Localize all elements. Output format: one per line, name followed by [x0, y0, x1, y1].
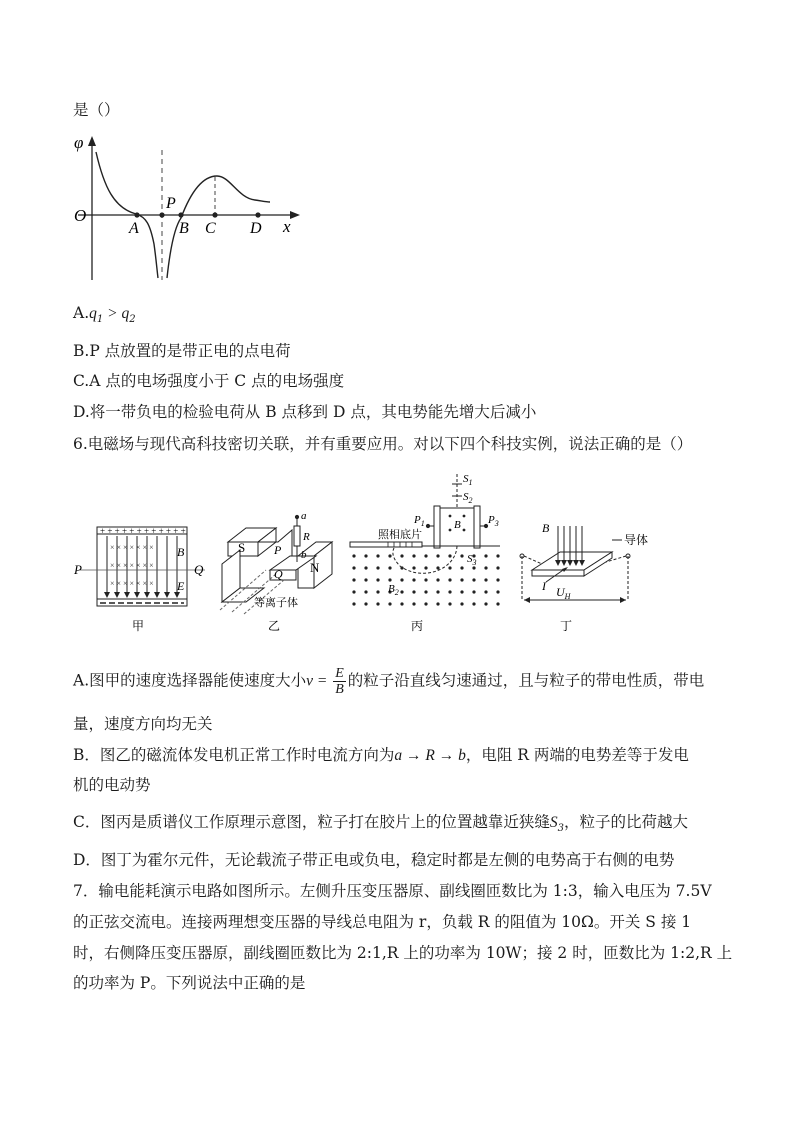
ding-UH: $U_H$: [556, 585, 571, 601]
q7-line2: 的正弦交流电。连接两理想变压器的导线总电阻为 r，负载 R 的阻值为 10Ω。开关 S 接 1: [73, 913, 692, 931]
q6-figures: [70, 470, 710, 635]
graph-point-D: D: [250, 220, 262, 237]
q7-line3: 时，右侧降压变压器原，副线圈匝数比为 2:1,R 上的功率为 10W；接 2 时，匝数比为 1:2,R 上: [73, 944, 733, 962]
yi-P: P: [274, 543, 282, 557]
q5-stem-tail: 是（）: [73, 101, 120, 119]
graph-point-P: P: [166, 195, 176, 212]
q5-potential-graph: [70, 132, 310, 282]
svg-text:B2: $B_2$: [388, 583, 399, 597]
yi-plasma: 等离子体: [254, 597, 298, 609]
q5-option-c: C.A 点的电场强度小于 C 点的电场强度: [73, 372, 345, 390]
graph-point-A: A: [129, 220, 139, 237]
svg-text:P3: $P_3$: [488, 514, 499, 528]
q6-option-b-line1: B．图乙的磁流体发电机正常工作时电流方向为a → R → b，电阻 R 两端的电势差等于发电: [73, 746, 689, 764]
jia-caption: 甲: [132, 619, 145, 633]
q6-stem: 6.电磁场与现代高科技密切关联，并有重要应用。对以下四个科技实例，说法正确的是（）: [73, 435, 693, 453]
svg-text:× × × × × × ×: × × × × × × ×: [110, 543, 154, 552]
svg-text:S2: $S_2$: [463, 491, 473, 505]
figure-bing: [350, 474, 500, 573]
svg-text:P1: $P_1$: [414, 514, 425, 528]
svg-text:S1: $S_1$: [463, 473, 473, 487]
q6-fraction-e-over-b: $\frac{E}{B}$: [335, 666, 344, 697]
yi-N: N: [310, 560, 320, 575]
q5-option-d: D.将一带负电的检验电荷从 B 点移到 D 点，其电势能先增大后减小: [73, 403, 537, 421]
graph-x-label: x: [283, 217, 291, 236]
ding-caption: 丁: [560, 619, 573, 633]
yi-a: a: [301, 510, 307, 522]
figure-ding: [520, 540, 630, 600]
ding-I: I: [542, 579, 546, 593]
graph-origin-label: O: [74, 206, 87, 225]
jia-E: E: [177, 579, 185, 593]
yi-S: S: [238, 540, 246, 555]
q5-option-b: B.P 点放置的是带正电的点电荷: [73, 342, 291, 360]
svg-text:× × × × × × ×: × × × × × × ×: [110, 579, 154, 588]
bing-caption: 丙: [411, 619, 424, 633]
graph-point-B: B: [179, 220, 189, 237]
q6-option-b-line2: 机的电动势: [73, 776, 151, 794]
yi-Q: Q: [274, 567, 283, 581]
svg-text:B: B: [454, 519, 461, 531]
svg-text:S3: $S_3$: [467, 553, 477, 567]
svg-text:+ + + + + + + + + + + +: + + + + + + + + + + + +: [100, 526, 186, 536]
jia-Q: Q: [194, 562, 204, 577]
bing-film: 照相底片: [378, 529, 422, 541]
q7-line1: 7．输电能耗演示电路如图所示。左侧升压变压器原、副线圈匝数比为 1:3，输入电压为 7.5V: [73, 882, 712, 900]
ding-B: B: [542, 521, 550, 535]
graph-point-C: C: [205, 220, 216, 237]
yi-R: R: [303, 531, 310, 543]
q6-option-a-line1: A.图甲的速度选择器能使速度大小v = $\frac{E}{B}$ 的粒子沿直线匀速通过，且与粒子的带电性质，带电: [73, 666, 705, 697]
q7-line4: 的功率为 P。下列说法中正确的是: [73, 974, 306, 992]
q6-option-c: C．图丙是质谱仪工作原理示意图，粒子打在胶片上的位置越靠近狭缝$S_3$，粒子的比荷越大: [73, 813, 689, 834]
jia-P: P: [74, 562, 82, 577]
yi-caption: 乙: [268, 619, 281, 633]
ding-conductor: 导体: [624, 533, 649, 547]
q5-option-a: $A.q_1 > q_2$: [73, 304, 136, 325]
q6-option-a-line2: 量，速度方向均无关: [73, 715, 213, 733]
figure-jia: [73, 526, 205, 633]
q6-option-d: D．图丁为霍尔元件，无论载流子带正电或负电，稳定时都是左侧的电势高于右侧的电势: [73, 851, 675, 869]
yi-b: b: [301, 549, 307, 561]
jia-B: B: [177, 545, 185, 559]
svg-text:× × × × × × ×: × × × × × × ×: [110, 561, 154, 570]
graph-phi-label: φ: [74, 133, 84, 152]
